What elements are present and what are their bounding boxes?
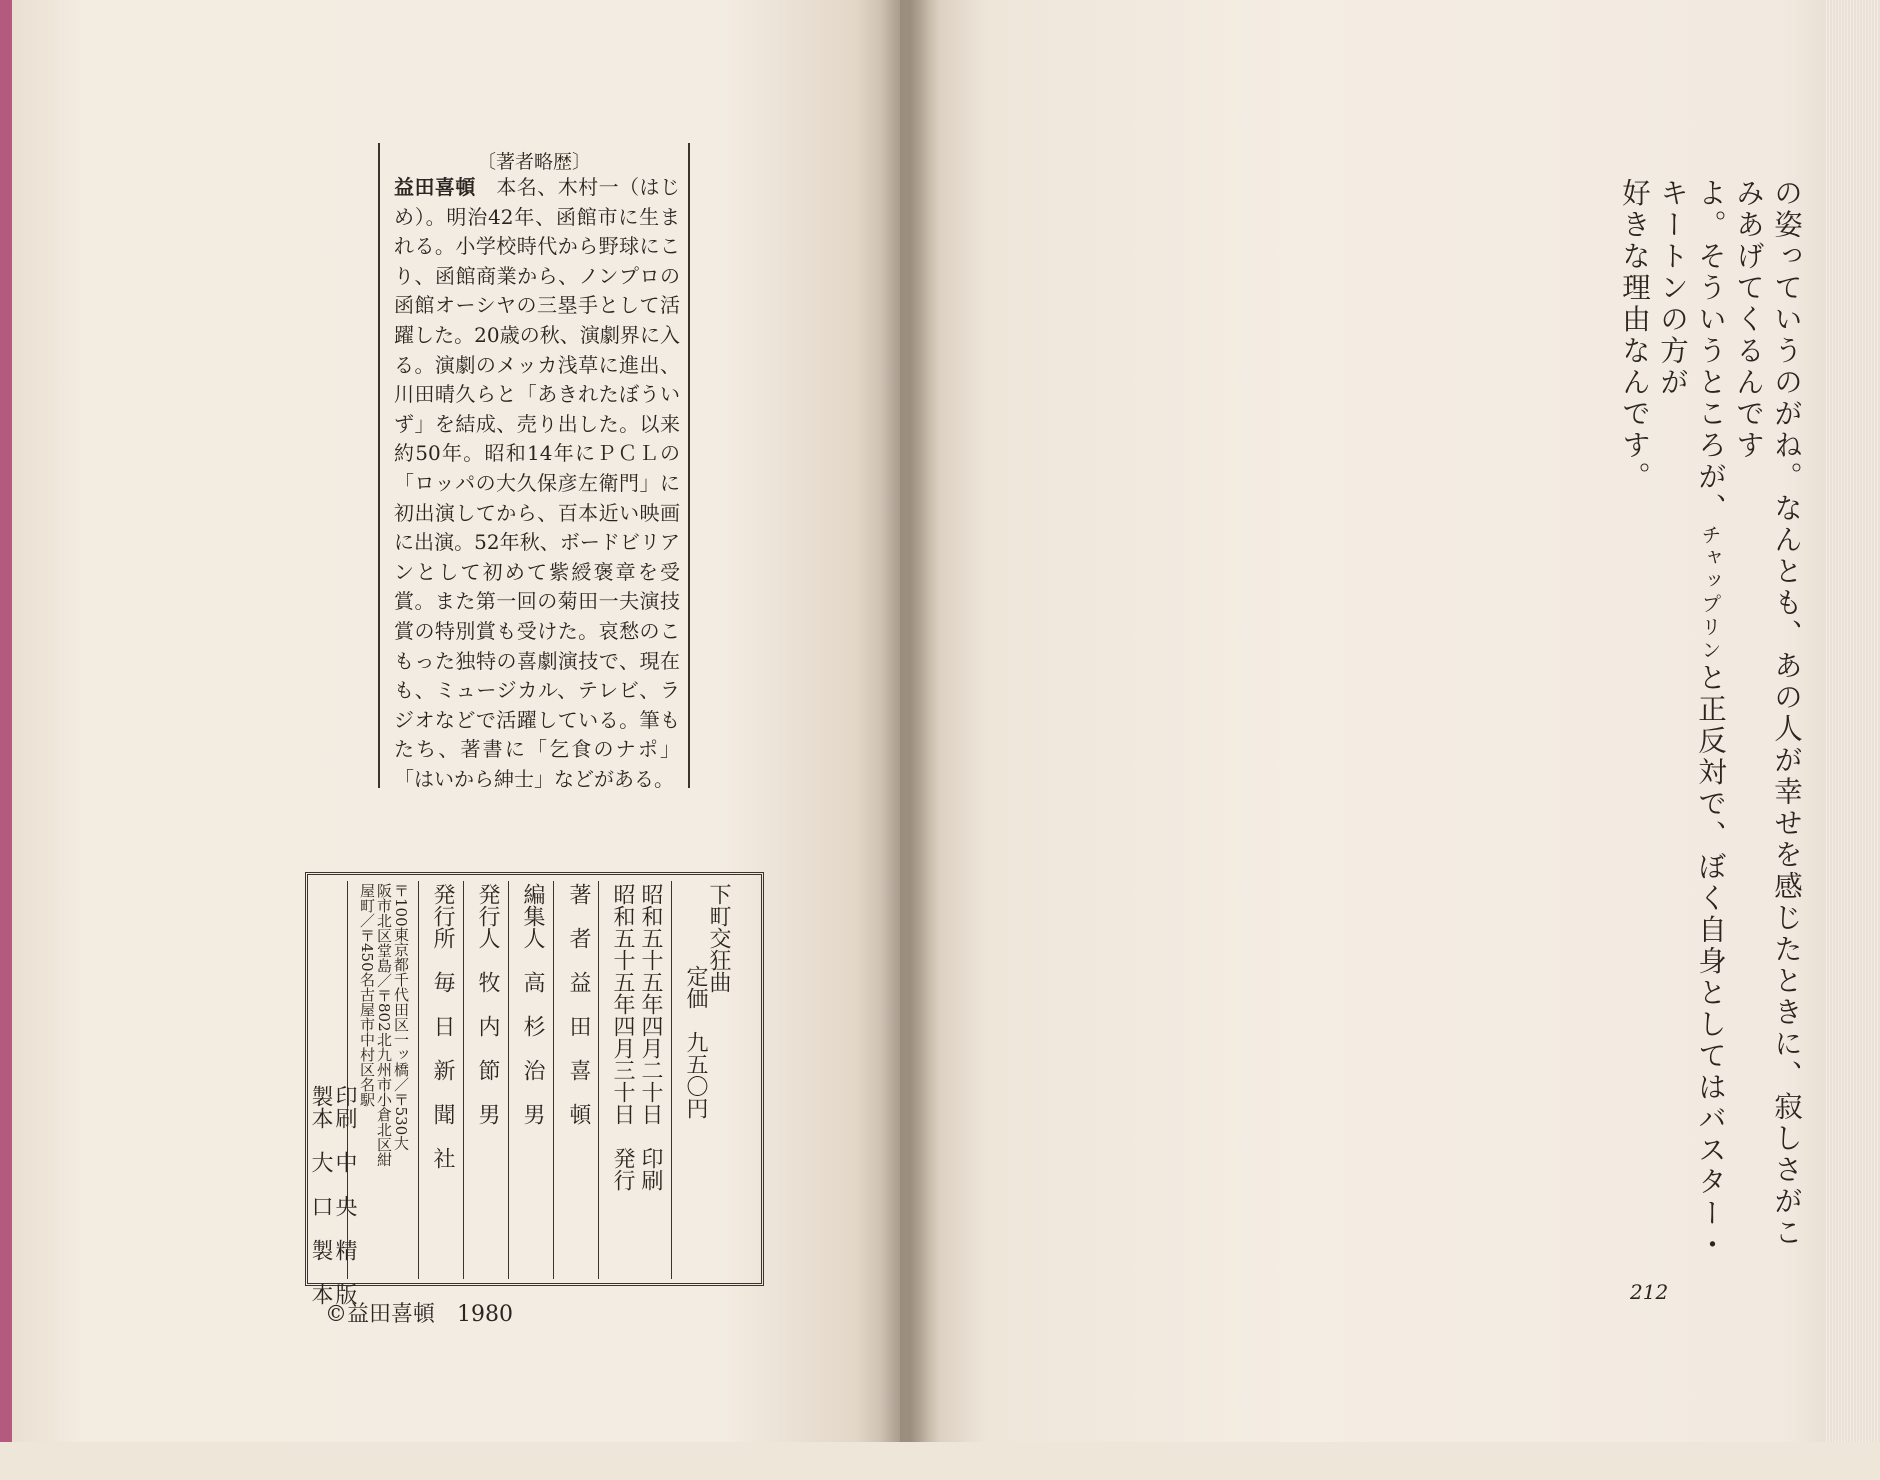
copyright-notice: ©益田喜頓 1980 — [325, 1302, 513, 1327]
page-edges — [1825, 0, 1880, 1442]
author-name: 益田喜頓 — [394, 175, 476, 199]
colophon-divider — [508, 881, 509, 1279]
text-line-2-chaplin: チャップリン — [1698, 524, 1722, 663]
colophon-box — [305, 872, 764, 1305]
colophon-title: 下町交狂曲 — [706, 883, 731, 993]
author-bio-heading: 〔著者略歴〕 — [476, 151, 591, 173]
author-bio-body: 本名、木村一（はじめ）。明治42年、函館市に生まれる。小学校時代から野球にこり、函館商業から、ノンプロの函館オーシヤの三塁手として活躍した。20歳の秋、演劇界に入る。演劇のメッカ浅草に進出、川田晴久らと「あきれたぼういず」を結成、売り出した。以来約50年。昭和14年にＰＣＬの「ロッパの大久保彦左衛門」に初出演してから、百本近い映画に出演。52年秋、ボードビリアンとして初めて紫綬褒章を受賞。また第一回の菊田一夫演技賞の特別賞も受けた。哀愁のこもった独特の喜劇演技で、現在も、ミュージカル、テレビ、ラジオなどで活躍している。筆もたち、著書に「乞食のナポ」「はいから紳士」などがある。 — [394, 175, 681, 791]
author-bio-box — [378, 143, 690, 791]
colophon-publisher: 発行所 毎 日 新 聞 社 — [430, 883, 455, 1169]
colophon-address-1: 〒100東京都千代田区一ッ橋／〒530大 — [392, 883, 410, 1151]
colophon-divider — [553, 881, 554, 1279]
text-line-3: 好きな理由なんです。 — [1618, 178, 1651, 493]
colophon-date-printed: 昭和五十五年四月二十日 印刷 — [638, 883, 663, 1191]
colophon-divider — [463, 881, 464, 1279]
colophon-printing: 印刷 中 央 精 版 — [332, 1085, 357, 1305]
colophon-date-issued: 昭和五十五年四月三十日 発行 — [610, 883, 635, 1191]
main-text-block — [1615, 178, 1805, 1278]
book-gutter — [880, 0, 940, 1442]
text-line-2-c: と正反対で、ぼく自身としてはバスター・キートンの方が — [1656, 178, 1727, 1261]
colophon-publisher-person: 発行人 牧 内 節 男 — [475, 883, 500, 1125]
colophon-address-2: 阪市北区堂島／〒802北九州市小倉北区紺 — [375, 883, 393, 1167]
colophon-price: 定価 九五〇円 — [683, 965, 708, 1119]
colophon-divider — [671, 881, 672, 1279]
text-line-2 — [1653, 178, 1729, 1278]
book-cover-edge — [0, 0, 12, 1442]
colophon-editor: 編集人 高 杉 治 男 — [520, 883, 545, 1125]
text-line-1: の姿っていうのがね。なんとも、あの人が幸せを感じたときに、寂しさがこみあげてくるんです — [1732, 178, 1803, 1249]
colophon-divider — [418, 881, 419, 1279]
author-bio-text — [394, 173, 680, 794]
colophon-address-3: 屋町／〒450名古屋市中村区名駅 — [358, 883, 376, 1107]
colophon-author: 著 者 益 田 喜 頓 — [566, 883, 591, 1125]
colophon-divider — [598, 881, 599, 1279]
page-number: 212 — [1630, 1280, 1669, 1304]
text-line-2-a: よ。そういうところが、 — [1694, 178, 1727, 525]
colophon-binding: 製本 大 口 製 本 — [308, 1085, 333, 1305]
